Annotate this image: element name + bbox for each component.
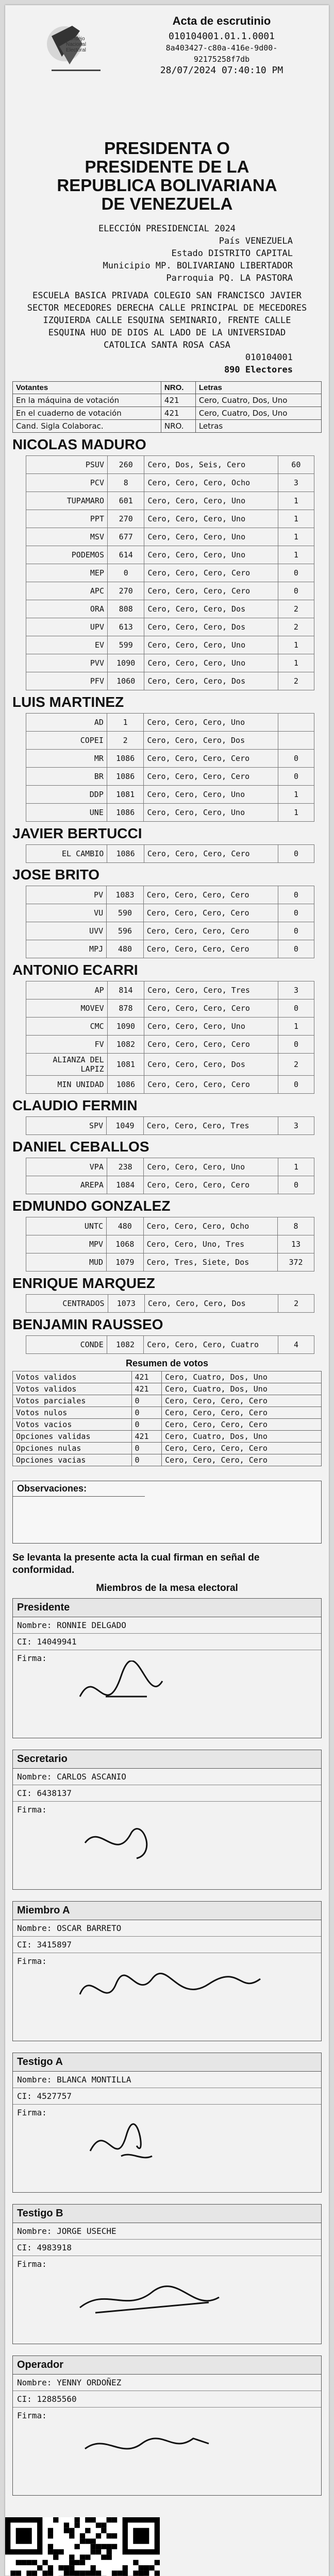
signature-icon [75, 2115, 271, 2182]
table-row: EL CAMBIO 1086 Cero, Cero, Cero, Cero 0 [26, 845, 314, 863]
summary-title: Resumen de votos [125, 1358, 209, 1368]
table-row: Votos parciales 0 Cero, Cero, Cero, Cero [13, 1395, 322, 1407]
member-ci: CI: 4527757 [13, 2088, 321, 2105]
member-role: Testigo B [13, 2205, 321, 2223]
table-row: MPJ 480 Cero, Cero, Cero, Cero 0 [26, 940, 314, 958]
table-row: SPV 1049 Cero, Cero, Cero, Tres 3 [26, 1117, 314, 1135]
header [5, 5, 329, 139]
col-cand: Cand. Sigla Colaborac. [13, 420, 161, 433]
municipality: Municipio MP. BOLIVARIANO LIBERTADOR [103, 261, 293, 271]
table-row: MR 1086 Cero, Cero, Cero, Cero 0 [26, 750, 314, 768]
state: Estado DISTRITO CAPITAL [171, 248, 293, 259]
table-row: COPEI 2 Cero, Cero, Cero, Dos [26, 732, 314, 750]
table-row: CENTRADOS 1073 Cero, Cero, Cero, Dos 2 [26, 1295, 314, 1313]
member-box [12, 1901, 322, 2041]
candidate-votes-table [26, 844, 314, 863]
acta-code: 010104001.01.1.0001 [169, 31, 275, 42]
signature-icon [75, 1660, 271, 1727]
member-name: Nombre: OSCAR BARRETO [13, 1920, 321, 1937]
firma-label: Firma: [17, 2411, 47, 2420]
firma-label: Firma: [17, 1653, 47, 1663]
candidate-votes-table [26, 713, 314, 822]
table-row: Votos validos 421 Cero, Cuatro, Dos, Uno [13, 1371, 322, 1383]
col-letras-2: Letras [195, 420, 321, 433]
table-row: AREPA 1084 Cero, Cero, Cero, Cero 0 [26, 1176, 314, 1194]
table-row: CMC 1090 Cero, Cero, Cero, Uno 1 [26, 1018, 314, 1036]
firma-label: Firma: [17, 2259, 47, 2269]
center-address: SECTOR MECEDORES DERECHA CALLE PRINCIPAL DE MECEDORES IZQUIERDA CALLE ESQUINA SEMINARIO, FRENTE CALLE ESQUINA HUO DE DIOS AL LADO DE LA UNIVERSIDAD CATOLICA SANTA ROSA CASA [27, 303, 307, 350]
member-name: Nombre: BLANCA MONTILLA [13, 2072, 321, 2088]
signature-icon [75, 1963, 271, 2030]
observations-label: Observaciones: [13, 1481, 145, 1497]
table-row: EV 599 Cero, Cero, Cero, Uno 1 [26, 636, 314, 654]
table-row: MIN UNIDAD 1086 Cero, Cero, Cero, Cero 0 [26, 1076, 314, 1094]
member-role: Operador [13, 2356, 321, 2375]
acta-hash: 8a403427-c80a-416e-9d00-92175258f7db [165, 43, 278, 64]
qr-code-icon [5, 2517, 160, 2576]
table-row: MSV 677 Cero, Cero, Cero, Uno 1 [26, 528, 314, 546]
candidates-list [5, 433, 329, 1354]
table-row: MOVEV 878 Cero, Cero, Cero, Cero 0 [26, 999, 314, 1018]
signature-area [13, 2256, 321, 2344]
table-row: ALIANZA DEL LAPIZ 1081 Cero, Cero, Cero, Dos 2 [26, 1054, 314, 1076]
candidate-name: BENJAMIN RAUSSEO [12, 1316, 163, 1332]
member-box [12, 1598, 322, 1738]
member-box [12, 2204, 322, 2344]
table-row: En el cuaderno de votación 421 Cero, Cuatro, Dos, Uno [13, 407, 322, 420]
electors: 890 Electores [224, 365, 293, 375]
candidate-name: ANTONIO ECARRI [12, 962, 138, 978]
candidate-votes-table [26, 455, 314, 690]
table-row: En la máquina de votación 421 Cero, Cuatro, Dos, Uno [13, 394, 322, 407]
acta-paper [5, 5, 329, 2576]
table-row: PFV 1060 Cero, Cero, Cero, Dos 2 [26, 672, 314, 690]
observations-box [12, 1481, 322, 1544]
candidate-votes-table [26, 886, 314, 958]
member-name: Nombre: YENNY ORDOÑEZ [13, 2375, 321, 2391]
table-row: Votos nulos 0 Cero, Cero, Cero, Cero [13, 1407, 322, 1419]
table-row: AD 1 Cero, Cero, Cero, Uno [26, 714, 314, 732]
table-row: UVV 596 Cero, Cero, Cero, Cero 0 [26, 922, 314, 940]
candidate-name: CLAUDIO FERMIN [12, 1097, 138, 1113]
table-row: UPV 613 Cero, Cero, Cero, Dos 2 [26, 618, 314, 636]
member-role: Testigo A [13, 2053, 321, 2072]
col-nro: NRO. [161, 382, 195, 394]
table-row: PSUV 260 Cero, Dos, Seis, Cero 60 [26, 456, 314, 474]
table-row: DDP 1081 Cero, Cero, Cero, Uno 1 [26, 786, 314, 804]
office-title: PRESIDENTA O PRESIDENTE DE LA REPUBLICA BOLIVARIANA DE VENEZUELA [57, 139, 277, 213]
member-role: Miembro A [13, 1902, 321, 1920]
candidate-name: ENRIQUE MARQUEZ [12, 1275, 155, 1291]
table-row: UNE 1086 Cero, Cero, Cero, Uno 1 [26, 804, 314, 822]
logo-text: Consejo Nacional Electoral [66, 36, 86, 53]
country: País VENEZUELA [219, 236, 293, 246]
candidate-name: DANIEL CEBALLOS [12, 1139, 149, 1155]
member-ci: CI: 3415897 [13, 1937, 321, 1953]
firma-label: Firma: [17, 1805, 47, 1815]
table-row: MUD 1079 Cero, Tres, Siete, Dos 372 [26, 1253, 314, 1272]
acta-datetime: 28/07/2024 07:40:10 PM [160, 65, 283, 76]
table-row: MPV 1068 Cero, Cero, Uno, Tres 13 [26, 1235, 314, 1253]
signature-icon [75, 1812, 271, 1879]
member-name: Nombre: JORGE USECHE [13, 2223, 321, 2240]
table-row: ORA 808 Cero, Cero, Cero, Dos 2 [26, 600, 314, 618]
col-nro-2: NRO. [161, 420, 195, 433]
col-letras: Letras [195, 382, 321, 394]
signature-area [13, 1953, 321, 2041]
closing-text: Se levanta la presente acta la cual firman en señal de conformidad. [12, 1552, 260, 1575]
member-ci: CI: 6438137 [13, 1785, 321, 1802]
table-row: APC 270 Cero, Cero, Cero, Cero 0 [26, 582, 314, 600]
table-row: PPT 270 Cero, Cero, Cero, Uno 1 [26, 510, 314, 528]
member-name: Nombre: CARLOS ASCANIO [13, 1769, 321, 1785]
acta-title: Acta de escrutinio [172, 14, 271, 27]
table-row: Votos validos 421 Cero, Cuatro, Dos, Uno [13, 1383, 322, 1395]
table-row: TUPAMARO 601 Cero, Cero, Cero, Uno 1 [26, 492, 314, 510]
member-ci: CI: 14049941 [13, 1634, 321, 1650]
candidate-name: NICOLAS MADURO [12, 436, 146, 452]
voters-table [12, 381, 322, 433]
table-row: PVV 1090 Cero, Cero, Cero, Uno 1 [26, 654, 314, 672]
candidate-name: JOSE BRITO [12, 867, 100, 883]
signature-icon [75, 2418, 271, 2485]
candidate-votes-table [26, 1116, 314, 1135]
table-row: FV 1082 Cero, Cero, Cero, Cero 0 [26, 1036, 314, 1054]
candidate-votes-table [26, 1335, 314, 1354]
col-votantes: Votantes [13, 382, 161, 394]
member-role: Presidente [13, 1599, 321, 1617]
parish: Parroquia PQ. LA PASTORA [166, 273, 293, 283]
firma-label: Firma: [17, 2108, 47, 2117]
table-row: BR 1086 Cero, Cero, Cero, Cero 0 [26, 768, 314, 786]
candidate-votes-table [26, 1217, 314, 1272]
members-list [5, 1598, 329, 2496]
member-ci: CI: 4983918 [13, 2240, 321, 2256]
candidate-votes-table [26, 981, 314, 1094]
signature-icon [75, 2266, 271, 2333]
member-box [12, 2355, 322, 2496]
member-box [12, 1750, 322, 1890]
candidate-name: LUIS MARTINEZ [12, 694, 124, 710]
header-info [144, 15, 299, 76]
table-row: PCV 8 Cero, Cero, Cero, Ocho 3 [26, 474, 314, 492]
signature-area [13, 2105, 321, 2192]
candidate-name: JAVIER BERTUCCI [12, 825, 142, 841]
table-row: CONDE 1082 Cero, Cero, Cero, Cuatro 4 [26, 1336, 314, 1354]
table-row: MEP 0 Cero, Cero, Cero, Cero 0 [26, 564, 314, 582]
member-ci: CI: 12885560 [13, 2391, 321, 2408]
candidate-votes-table [26, 1294, 314, 1313]
table-row: Opciones validas 421 Cero, Cuatro, Dos, Uno [13, 1431, 322, 1443]
election-name: ELECCIÓN PRESIDENCIAL 2024 [98, 224, 236, 234]
table-row: AP 814 Cero, Cero, Cero, Tres 3 [26, 981, 314, 999]
candidate-votes-table [26, 1158, 314, 1194]
table-row: VPA 238 Cero, Cero, Cero, Uno 1 [26, 1158, 314, 1176]
table-row: Opciones vacias 0 Cero, Cero, Cero, Cero [13, 1454, 322, 1466]
table-row: UNTC 480 Cero, Cero, Cero, Ocho 8 [26, 1217, 314, 1235]
signature-area [13, 1802, 321, 1889]
table-row: PV 1083 Cero, Cero, Cero, Cero 0 [26, 886, 314, 904]
table-row: VU 590 Cero, Cero, Cero, Cero 0 [26, 904, 314, 922]
center-name: ESCUELA BASICA PRIVADA COLEGIO SAN FRANCISCO JAVIER [32, 291, 302, 301]
member-box [12, 2053, 322, 2193]
members-title: Miembros de la mesa electoral [96, 1583, 238, 1594]
signature-area [13, 1650, 321, 1738]
table-row: PODEMOS 614 Cero, Cero, Cero, Uno 1 [26, 546, 314, 564]
table-row: Votos vacios 0 Cero, Cero, Cero, Cero [13, 1419, 322, 1431]
summary-table [12, 1371, 322, 1466]
signature-area [13, 2408, 321, 2495]
member-role: Secretario [13, 1750, 321, 1769]
table-row: Opciones nulas 0 Cero, Cero, Cero, Cero [13, 1443, 322, 1454]
member-name: Nombre: RONNIE DELGADO [13, 1617, 321, 1634]
center-code: 010104001 [245, 352, 293, 363]
firma-label: Firma: [17, 1956, 47, 1966]
candidate-name: EDMUNDO GONZALEZ [12, 1198, 171, 1214]
